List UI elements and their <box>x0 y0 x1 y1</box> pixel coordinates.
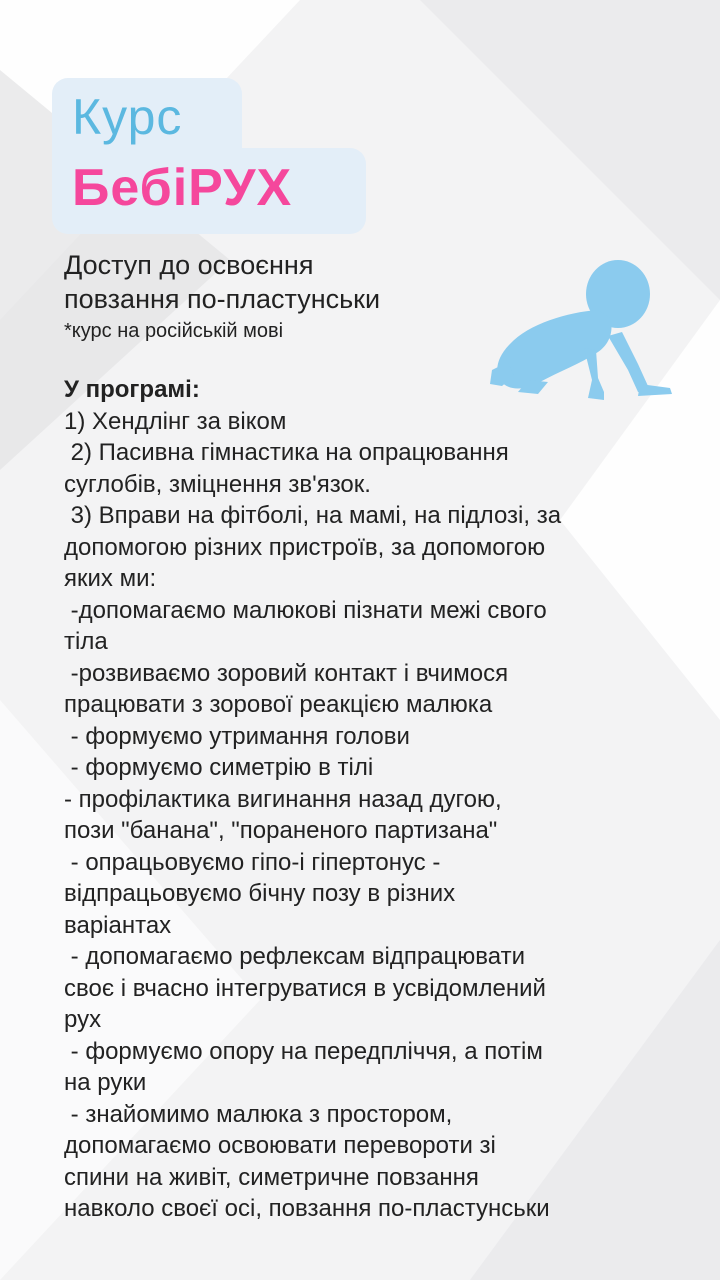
subtitle-line-2: повзання по-пластунськи <box>64 284 381 314</box>
program-heading: У програмі: <box>64 376 200 403</box>
program-line: працювати з зорової реакцією малюка <box>64 691 493 718</box>
program-line: - формуємо утримання голови <box>64 722 410 750</box>
program-line: 2) Пасивна гімнастика на опрацювання <box>64 439 509 466</box>
program-line: спини на живіт, симетричне повзання <box>64 1163 479 1191</box>
program-line: пози "банана", "пораненого партизана" <box>64 817 498 844</box>
program-line: рух <box>64 1006 102 1033</box>
title-brand-name: БебіРУХ <box>72 159 293 217</box>
program-line: - допомагаємо рефлексам відпрацювати <box>64 943 525 970</box>
program-line: допомагаємо освоювати перевороти зі <box>64 1132 496 1159</box>
program-line: допомогою різних пристроїв, за допомогою <box>64 533 546 561</box>
program-line: на руки <box>64 1069 147 1096</box>
program-line: своє і вчасно інтегруватися в усвідомлений <box>64 974 546 1002</box>
program-line: - профілактика вигинання назад дугою, <box>64 785 502 813</box>
program-line: - формуємо симетрію в тілі <box>64 754 374 781</box>
program-list <box>64 406 704 1225</box>
program-line: - знайомимо малюка з простором, <box>64 1100 453 1128</box>
program-line: - формуємо опору на передпліччя, а потім <box>64 1037 543 1065</box>
program-line: тіла <box>64 628 108 655</box>
program-line: навколо своєї осі, повзання по-пластунськи <box>64 1195 550 1222</box>
program-line: - опрацьовуємо гіпо-і гіпертонус - <box>64 848 441 876</box>
program-line: 3) Вправи на фітболі, на мамі, на підлозі, за <box>64 502 562 529</box>
subtitle <box>64 248 534 316</box>
program-section <box>64 374 704 1225</box>
program-line: яких ми: <box>64 565 157 592</box>
language-note: *курс на російській мові <box>64 320 284 342</box>
program-line: 1) Хендлінг за віком <box>64 407 287 435</box>
program-line: відпрацьовуємо бічну позу в різних <box>64 880 456 907</box>
program-line: суглобів, зміцнення зв'язок. <box>64 470 371 498</box>
title-course-word: Курс <box>72 89 183 145</box>
program-line: -допомагаємо малюкові пізнати межі свого <box>64 596 547 624</box>
program-line: -розвиваємо зоровий контакт і вчимося <box>64 659 509 687</box>
subtitle-line-1: Доступ до освоєння <box>64 250 314 280</box>
program-line: варіантах <box>64 911 172 939</box>
